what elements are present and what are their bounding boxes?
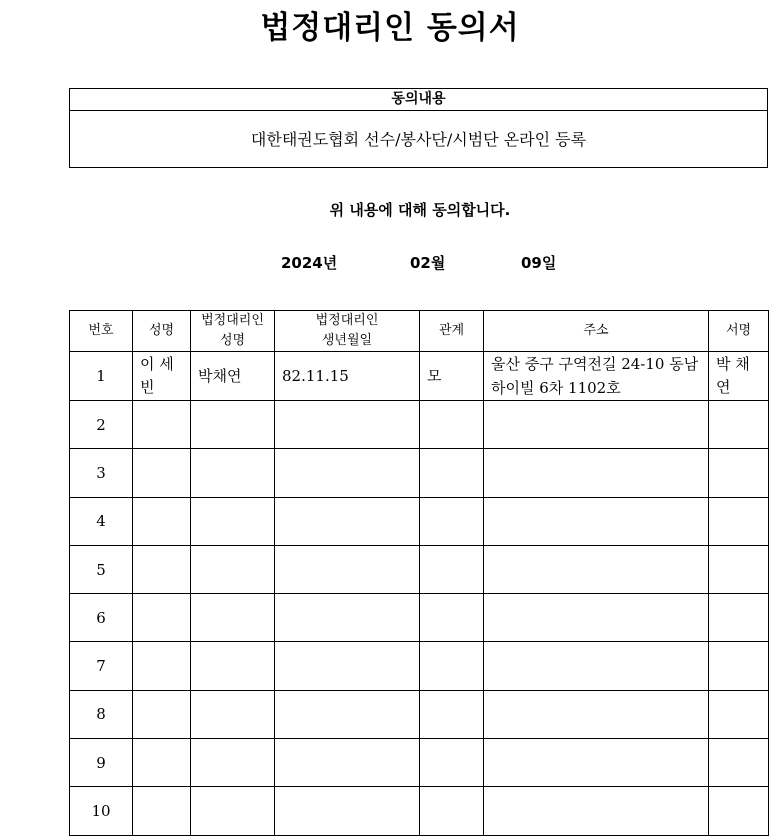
row-name: 이 세 빈 xyxy=(133,352,191,401)
row-address xyxy=(484,497,709,545)
row-signature: 박 채 연 xyxy=(709,352,769,401)
table-row xyxy=(70,739,769,787)
table-header-row xyxy=(70,311,769,352)
row-number: 3 xyxy=(70,449,133,497)
row-guardian-name xyxy=(191,739,275,787)
row-relation xyxy=(420,594,484,642)
row-number: 4 xyxy=(70,497,133,545)
header-guardian-name-line1: 법정대리인 xyxy=(201,313,264,328)
header-signature: 서명 xyxy=(709,311,769,352)
row-address xyxy=(484,449,709,497)
row-relation xyxy=(420,787,484,835)
consent-heading: 동의내용 xyxy=(70,89,767,111)
table-row xyxy=(70,594,769,642)
header-guardian-birth xyxy=(275,311,420,352)
row-address xyxy=(484,787,709,835)
row-guardian-name xyxy=(191,497,275,545)
row-name xyxy=(133,787,191,835)
row-address xyxy=(484,690,709,738)
row-relation xyxy=(420,449,484,497)
row-guardian-birth xyxy=(275,690,420,738)
row-relation xyxy=(420,642,484,690)
row-address xyxy=(484,594,709,642)
row-signature xyxy=(709,739,769,787)
row-name xyxy=(133,497,191,545)
row-guardian-birth xyxy=(275,642,420,690)
date-year: 2024년 xyxy=(281,254,338,272)
row-guardian-birth xyxy=(275,545,420,593)
row-number: 7 xyxy=(70,642,133,690)
table-row xyxy=(70,449,769,497)
header-guardian-name xyxy=(191,311,275,352)
row-guardian-birth: 82.11.15 xyxy=(275,352,420,401)
row-guardian-name xyxy=(191,690,275,738)
row-signature xyxy=(709,449,769,497)
row-name xyxy=(133,594,191,642)
row-relation: 모 xyxy=(420,352,484,401)
row-guardian-birth xyxy=(275,401,420,449)
row-number: 5 xyxy=(70,545,133,593)
header-address: 주소 xyxy=(484,311,709,352)
row-relation xyxy=(420,497,484,545)
guardian-table xyxy=(69,310,769,836)
header-guardian-birth-line2: 생년월일 xyxy=(321,333,373,348)
table-row xyxy=(70,401,769,449)
row-guardian-name xyxy=(191,594,275,642)
document-title: 법정대리인 동의서 xyxy=(260,10,520,46)
row-signature xyxy=(709,690,769,738)
table-row xyxy=(70,545,769,593)
date-month: 02월 xyxy=(410,254,446,272)
consent-box xyxy=(69,88,768,168)
table-row xyxy=(70,352,769,401)
row-name xyxy=(133,642,191,690)
row-address xyxy=(484,642,709,690)
header-relation: 관계 xyxy=(420,311,484,352)
row-signature xyxy=(709,401,769,449)
row-signature xyxy=(709,545,769,593)
row-signature xyxy=(709,497,769,545)
row-guardian-name xyxy=(191,449,275,497)
row-address: 울산 중구 구역전길 24-10 동남하이빌 6차 1102호 xyxy=(484,352,709,401)
row-relation xyxy=(420,545,484,593)
row-guardian-name xyxy=(191,787,275,835)
table-row xyxy=(70,497,769,545)
table-row xyxy=(70,642,769,690)
row-name xyxy=(133,690,191,738)
row-guardian-birth xyxy=(275,739,420,787)
row-relation xyxy=(420,401,484,449)
header-name: 성명 xyxy=(133,311,191,352)
row-number: 8 xyxy=(70,690,133,738)
row-name xyxy=(133,449,191,497)
row-name xyxy=(133,545,191,593)
row-guardian-birth xyxy=(275,449,420,497)
row-relation xyxy=(420,739,484,787)
row-relation xyxy=(420,690,484,738)
row-signature xyxy=(709,787,769,835)
row-number: 6 xyxy=(70,594,133,642)
row-number: 10 xyxy=(70,787,133,835)
row-guardian-name: 박채연 xyxy=(191,352,275,401)
row-address xyxy=(484,401,709,449)
row-signature xyxy=(709,642,769,690)
date-day: 09일 xyxy=(521,254,557,272)
row-name xyxy=(133,401,191,449)
row-guardian-birth xyxy=(275,497,420,545)
row-guardian-name xyxy=(191,545,275,593)
consent-body: 대한태권도협회 선수/봉사단/시범단 온라인 등록 xyxy=(250,130,587,149)
row-address xyxy=(484,545,709,593)
table-row xyxy=(70,787,769,835)
row-guardian-birth xyxy=(275,594,420,642)
row-signature xyxy=(709,594,769,642)
header-guardian-name-line2: 성명 xyxy=(219,333,246,348)
row-number: 2 xyxy=(70,401,133,449)
row-guardian-name xyxy=(191,642,275,690)
header-guardian-birth-line1: 법정대리인 xyxy=(315,313,379,328)
row-guardian-birth xyxy=(275,787,420,835)
consent-statement: 위 내용에 대해 동의합니다. xyxy=(329,201,511,219)
row-number: 1 xyxy=(70,352,133,401)
row-guardian-name xyxy=(191,401,275,449)
row-number: 9 xyxy=(70,739,133,787)
row-address xyxy=(484,739,709,787)
header-number: 번호 xyxy=(70,311,133,352)
row-name xyxy=(133,739,191,787)
table-row xyxy=(70,690,769,738)
